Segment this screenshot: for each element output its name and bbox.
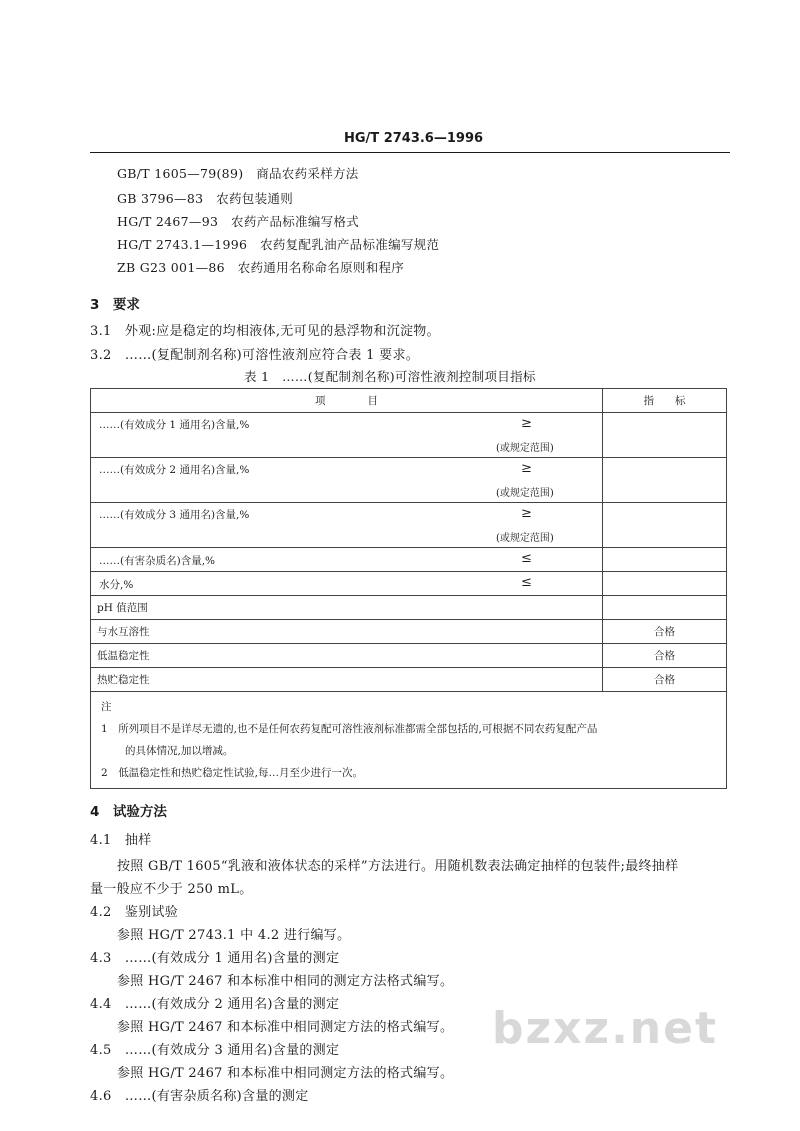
- row-item: ……(有效成分 2 通用名)含量,%: [99, 464, 250, 476]
- clause-4-1-text-continued: 量一般应不少于 250 mL。: [90, 882, 253, 897]
- reference-code: ZB G23 001—86: [117, 260, 225, 275]
- header-rule: [90, 152, 730, 153]
- row-range: (或规定范围): [496, 533, 554, 544]
- row-item: 低温稳定性: [91, 644, 603, 668]
- spec-table: [90, 388, 727, 789]
- clause-3-1: 3.1 外观:应是稳定的均相液体,无可见的悬浮物和沉淀物。: [90, 324, 440, 339]
- table-header-row: [91, 389, 727, 413]
- clause-4-1-text: 按照 GB/T 1605“乳液和液体状态的采样”方法进行。用随机数表法确定抽样的包装件;最终抽样: [117, 859, 679, 874]
- row-value: 合格: [603, 620, 727, 644]
- clause-4-2-heading: 4.2 鉴别试验: [90, 905, 179, 920]
- row-item-cell: [91, 503, 603, 548]
- clause-4-5-text: 参照 HG/T 2467 和本标准中相同测定方法的格式编写。: [117, 1066, 454, 1081]
- row-value: 合格: [603, 644, 727, 668]
- clause-4-4-text: 参照 HG/T 2467 和本标准中相同测定方法的格式编写。: [117, 1020, 454, 1035]
- reference-title: 商品农药采样方法: [256, 166, 359, 181]
- table-row: [91, 458, 727, 503]
- note-label: 注: [101, 701, 112, 713]
- table-row: [91, 596, 727, 620]
- row-item: ……(有害杂质名)含量,%: [99, 555, 216, 567]
- row-range: (或规定范围): [496, 488, 554, 499]
- row-item-cell: [91, 548, 603, 572]
- table-row: [91, 413, 727, 458]
- reference-item: [117, 164, 359, 182]
- reference-title: 农药包装通则: [216, 191, 293, 206]
- row-value: [603, 413, 727, 458]
- table-notes-row: [91, 692, 727, 789]
- row-symbol: ≥: [521, 506, 532, 521]
- reference-title: 农药通用名称命名原则和程序: [237, 260, 405, 275]
- row-symbol: ≤: [521, 575, 532, 590]
- row-value: [603, 596, 727, 620]
- row-symbol: ≤: [521, 551, 532, 566]
- watermark: bzxz.net: [492, 1003, 719, 1054]
- row-item: 水分,%: [99, 579, 134, 591]
- reference-title: 农药产品标准编写格式: [231, 214, 360, 229]
- clause-4-2-text: 参照 HG/T 2743.1 中 4.2 进行编写。: [117, 928, 351, 943]
- row-item-cell: [91, 413, 603, 458]
- reference-code: HG/T 2467—93: [117, 214, 219, 229]
- clause-4-5-heading: 4.5 ……(有效成分 3 通用名)含量的测定: [90, 1043, 340, 1058]
- clause-3-2: 3.2 ……(复配制剂名称)可溶性液剂应符合表 1 要求。: [90, 348, 420, 363]
- table-row: [91, 644, 727, 668]
- clause-4-6-heading: 4.6 ……(有害杂质名称)含量的测定: [90, 1089, 309, 1104]
- row-value: [603, 572, 727, 596]
- note-1-continued: 的具体情况,加以增减。: [125, 745, 234, 757]
- reference-item: [117, 189, 293, 207]
- clause-4-3-heading: 4.3 ……(有效成分 1 通用名)含量的测定: [90, 951, 340, 966]
- header-item: 项 目: [91, 389, 603, 413]
- table-row: [91, 620, 727, 644]
- table-row: [91, 548, 727, 572]
- row-item-cell: [91, 572, 603, 596]
- clause-4-4-heading: 4.4 ……(有效成分 2 通用名)含量的测定: [90, 997, 340, 1012]
- row-value: [603, 548, 727, 572]
- table-notes: [91, 692, 727, 789]
- row-value: [603, 503, 727, 548]
- row-item: 与水互溶性: [91, 620, 603, 644]
- row-symbol: ≥: [521, 416, 532, 431]
- row-item: pH 值范围: [91, 596, 603, 620]
- row-range: (或规定范围): [496, 443, 554, 454]
- reference-item: [117, 235, 439, 253]
- table-row: [91, 668, 727, 692]
- row-item: ……(有效成分 3 通用名)含量,%: [99, 509, 250, 521]
- row-item-cell: [91, 458, 603, 503]
- header-indicator: 指 标: [603, 389, 727, 413]
- row-symbol: ≥: [521, 461, 532, 476]
- reference-item: [117, 258, 404, 276]
- reference-item: [117, 212, 359, 230]
- row-value: 合格: [603, 668, 727, 692]
- reference-code: GB/T 1605—79(89): [117, 166, 244, 181]
- note-2: 2 低温稳定性和热贮稳定性试验,每…月至少进行一次。: [101, 767, 364, 779]
- row-value: [603, 458, 727, 503]
- section-4-heading: 4 试验方法: [90, 804, 167, 820]
- table-row: [91, 503, 727, 548]
- table-row: [91, 572, 727, 596]
- reference-code: HG/T 2743.1—1996: [117, 237, 248, 252]
- row-item: ……(有效成分 1 通用名)含量,%: [99, 419, 250, 431]
- table-caption: 表 1 ……(复配制剂名称)可溶性液剂控制项目指标: [244, 369, 536, 384]
- clause-4-1-heading: 4.1 抽样: [90, 833, 152, 848]
- section-3-heading: 3 要求: [90, 297, 140, 313]
- note-1: 1 所列项目不是详尽无遗的,也不是任何农药复配可溶性液剂标准都需全部包括的,可根据不同农药复配产品: [101, 723, 598, 735]
- reference-title: 农药复配乳油产品标准编写规范: [260, 237, 440, 252]
- document-header: HG/T 2743.6—1996: [344, 131, 484, 146]
- row-item: 热贮稳定性: [91, 668, 603, 692]
- reference-code: GB 3796—83: [117, 191, 204, 206]
- clause-4-3-text: 参照 HG/T 2467 和本标准中相同的测定方法格式编写。: [117, 974, 454, 989]
